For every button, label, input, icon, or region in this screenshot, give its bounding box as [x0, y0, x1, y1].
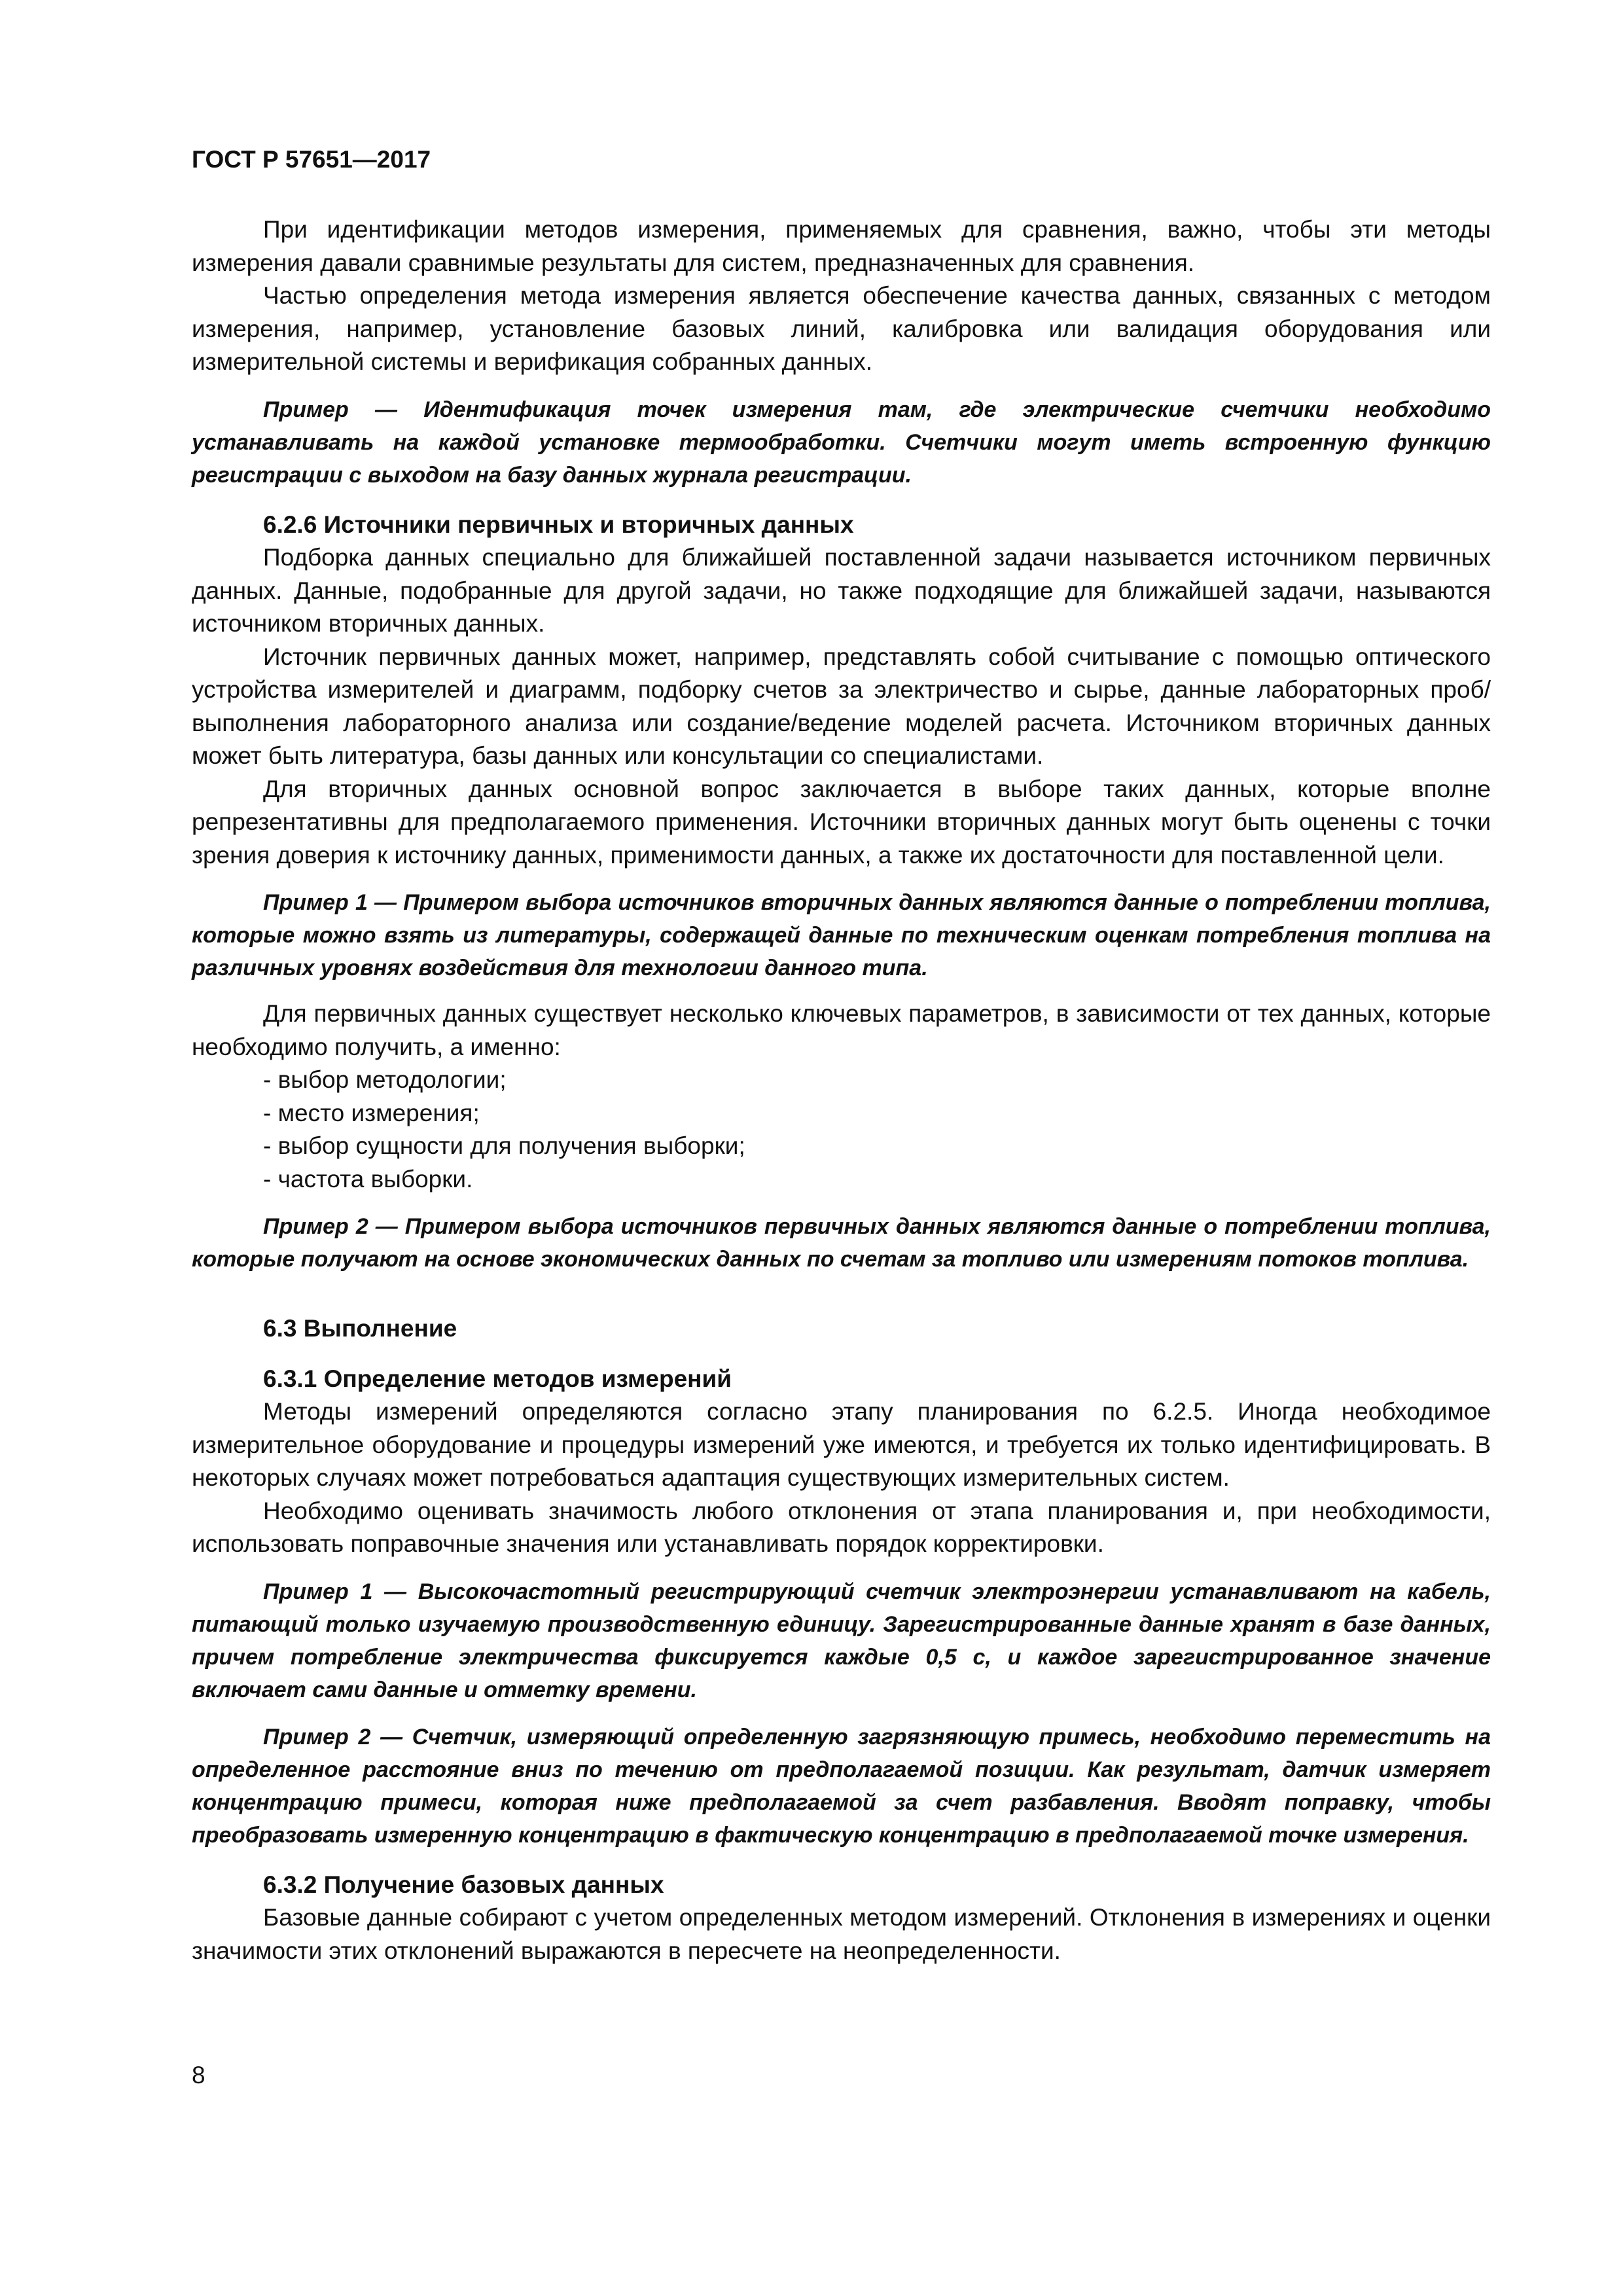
list-item: - выбор методологии;	[263, 1064, 1491, 1097]
section-heading-6-3-2: 6.3.2 Получение базовых данных	[263, 1871, 664, 1898]
page-number: 8	[192, 2062, 205, 2089]
list-item: - выбор сущности для получения выборки;	[263, 1130, 1491, 1163]
example-note-1: Пример — Идентификация точек измерения там, где электрические счетчики необходимо устанавливать на каждой установке термообработки. Счетчики могут иметь встроенную функцию регистрации с выходом на базу данных журнала регистрации.	[192, 397, 1491, 488]
section-heading-6-2-6: 6.2.6 Источники первичных и вторичных данных	[263, 511, 854, 538]
paragraph-5: Для вторичных данных основной вопрос заключается в выборе таких данных, которые вполне репрезентативны для предполагаемого применения. Источники вторичных данных могут быть оценены с точки зрения доверия к источнику данных, применимости данных, а также их достаточности для поставленной цели.	[192, 775, 1491, 869]
section-heading-6-3: 6.3 Выполнение	[263, 1315, 457, 1342]
paragraph-7: Методы измерений определяются согласно этапу планирования по 6.2.5. Иногда необходимое измерительное оборудование и процедуры измерений уже имеются, и требуется их только идентифицировать. В некоторых случаях может потребоваться адаптация существующих измерительных систем.	[192, 1398, 1491, 1491]
section-heading-6-3-1: 6.3.1 Определение методов измерений	[263, 1365, 732, 1392]
example-note-3: Пример 2 — Примером выбора источников первичных данных являются данные о потреблении топлива, которые получают на основе экономических данных по счетам за топливо или измерениям потоков топлива.	[192, 1214, 1491, 1272]
paragraph-1: При идентификации методов измерения, применяемых для сравнения, важно, чтобы эти методы измерения давали сравнимые результаты для систем, предназначенных для сравнения.	[192, 216, 1491, 276]
paragraph-4: Источник первичных данных может, например, представлять собой считывание с помощью оптического устройства измерителей и диаграмм, подборку счетов за электричество и сырье, данные лабораторных проб/выполнения лабораторного анализа или создание/ведение моделей расчета. Источником вторичных данных может быть литература, базы данных или консультации со специалистами.	[192, 643, 1491, 769]
list-item: - место измерения;	[263, 1097, 1491, 1130]
example-note-5: Пример 2 — Счетчик, измеряющий определенную загрязняющую примесь, необходимо переместить на определенное расстояние вниз по течению от предполагаемой позиции. Как результат, датчик измеряет концентрацию примеси, которая ниже предполагаемой за счет разбавления. Вводят поправку, чтобы преобразовать измеренную концентрацию в фактическую концентрацию в предполагаемой точке измерения.	[192, 1724, 1491, 1848]
document-page	[192, 144, 1491, 1967]
paragraph-8: Необходимо оценивать значимость любого отклонения от этапа планирования и, при необходимости, использовать поправочные значения или устанавливать порядок корректировки.	[192, 1497, 1491, 1557]
paragraph-6: Для первичных данных существует несколько ключевых параметров, в зависимости от тех данных, которые необходимо получить, а именно:	[192, 1000, 1491, 1060]
parameter-list	[192, 1064, 1491, 1196]
example-note-2: Пример 1 — Примером выбора источников вторичных данных являются данные о потреблении топлива, которые можно взять из литературы, содержащей данные по техническим оценкам потребления топлива на различных уровнях воздействия для технологии данного типа.	[192, 890, 1491, 980]
list-item: - частота выборки.	[263, 1163, 1491, 1196]
paragraph-2: Частью определения метода измерения является обеспечение качества данных, связанных с методом измерения, например, установление базовых линий, калибровка или валидация оборудования или измерительной системы и верификация собранных данных.	[192, 282, 1491, 375]
example-note-4: Пример 1 — Высокочастотный регистрирующий счетчик электроэнергии устанавливают на кабель, питающий только изучаемую производственную единицу. Зарегистрированные данные хранят в базе данных, причем потребление электричества фиксируется каждые 0,5 с, и каждое зарегистрированное значение включает сами данные и отметку времени.	[192, 1579, 1491, 1702]
paragraph-3: Подборка данных специально для ближайшей поставленной задачи называется источником первичных данных. Данные, подобранные для другой задачи, но также подходящие для ближайшей задачи, называются источником вторичных данных.	[192, 544, 1491, 637]
document-header-code: ГОСТ Р 57651—2017	[192, 146, 431, 173]
paragraph-9: Базовые данные собирают с учетом определенных методом измерений. Отклонения в измерениях и оценки значимости этих отклонений выражаются в пересчете на неопределенности.	[192, 1904, 1491, 1964]
